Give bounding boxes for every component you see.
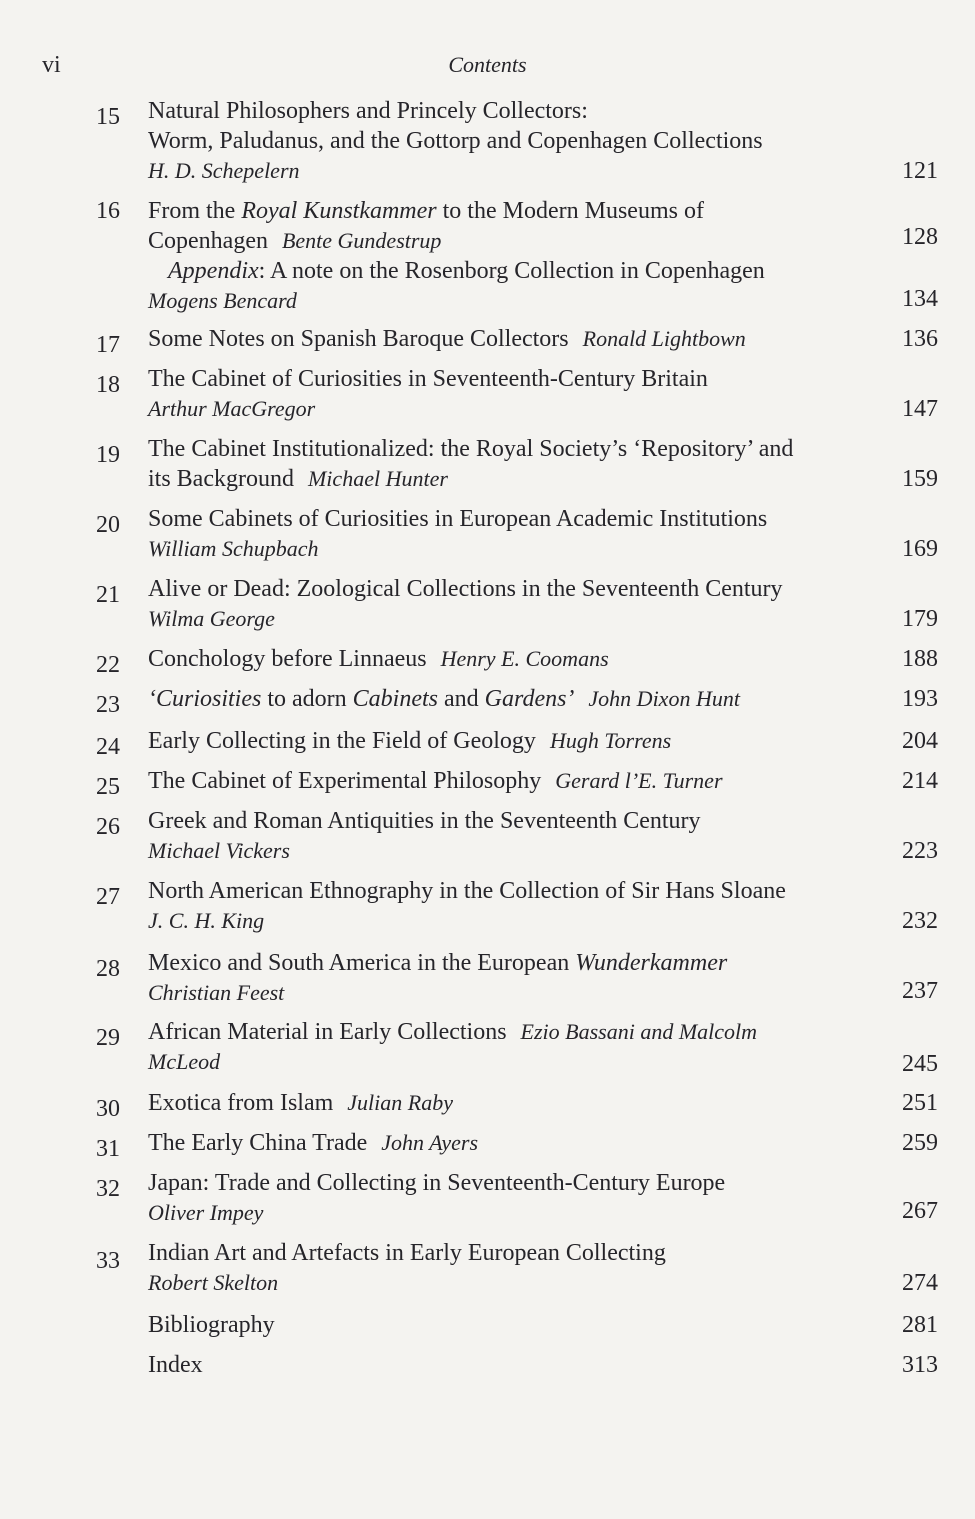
chapter-author: Hugh Torrens xyxy=(549,728,672,753)
chapter-title: Alive or Dead: Zoological Collections in the Seventeenth Century xyxy=(148,576,783,602)
chapter-title-line-2: Copenhagen Bente Gundestrup xyxy=(148,228,442,254)
chapter-author: Robert Skelton xyxy=(148,1270,279,1295)
chapter-title: The Cabinet of Experimental Philosophy Gerard l’E. Turner xyxy=(148,768,723,794)
chapter-title: Japan: Trade and Collecting in Seventeenth-Century Europe xyxy=(148,1170,726,1196)
chapter-number: 21 xyxy=(96,582,120,608)
chapter-author: H. D. Schepelern xyxy=(148,158,300,183)
chapter-author: Ezio Bassani and Malcolm xyxy=(520,1019,758,1044)
chapter-number: 31 xyxy=(96,1136,120,1162)
chapter-number: 22 xyxy=(96,652,120,678)
chapter-author: J. C. H. King xyxy=(148,908,265,933)
appendix-page-ref: 134 xyxy=(902,286,938,312)
chapter-author: Henry E. Coomans xyxy=(440,646,609,671)
chapter-title: African Material in Early Collections Ezio Bassani and Malcolm xyxy=(148,1019,758,1045)
chapter-author: William Schupbach xyxy=(148,536,319,561)
chapter-title-line-2: Worm, Paludanus, and the Gottorp and Copenhagen Collections xyxy=(148,128,763,154)
chapter-title: Early Collecting in the Field of Geology Hugh Torrens xyxy=(148,728,672,754)
chapter-author: Oliver Impey xyxy=(148,1200,264,1225)
page-ref: 204 xyxy=(902,728,938,754)
page-ref: 281 xyxy=(902,1312,938,1338)
section-title: Bibliography xyxy=(148,1312,275,1338)
page-ref: 223 xyxy=(902,838,938,864)
page-ref: 259 xyxy=(902,1130,938,1156)
page-ref: 169 xyxy=(902,536,938,562)
chapter-number: 27 xyxy=(96,884,120,910)
chapter-title: Some Notes on Spanish Baroque Collectors Ronald Lightbown xyxy=(148,326,746,352)
chapter-author: Gerard l’E. Turner xyxy=(555,768,723,793)
chapter-number: 26 xyxy=(96,814,120,840)
page-ref: 251 xyxy=(902,1090,938,1116)
chapter-title: Mexico and South America in the European Wunderkammer xyxy=(148,950,728,976)
page-ref: 237 xyxy=(902,978,938,1004)
page-number: vi xyxy=(42,52,61,78)
chapter-number: 20 xyxy=(96,512,120,538)
page-ref: 267 xyxy=(902,1198,938,1224)
page-ref: 128 xyxy=(902,224,938,250)
page-ref: 188 xyxy=(902,646,938,672)
chapter-number: 18 xyxy=(96,372,120,398)
chapter-title: Greek and Roman Antiquities in the Seventeenth Century xyxy=(148,808,701,834)
chapter-author: Michael Hunter xyxy=(307,466,448,491)
chapter-title: The Early China Trade John Ayers xyxy=(148,1130,479,1156)
chapter-author-cont: McLeod xyxy=(148,1049,221,1074)
chapter-author: Arthur MacGregor xyxy=(148,396,316,421)
chapter-title: North American Ethnography in the Collection of Sir Hans Sloane xyxy=(148,878,786,904)
chapter-number: 19 xyxy=(96,442,120,468)
chapter-title-line-2: its Background Michael Hunter xyxy=(148,466,448,492)
page-ref: 245 xyxy=(902,1051,938,1077)
chapter-title-line-1: The Cabinet Institutionalized: the Royal Society’s ‘Repository’ and xyxy=(148,436,794,462)
chapter-title-line-1: Natural Philosophers and Princely Collectors: xyxy=(148,98,588,124)
chapter-author: Wilma George xyxy=(148,606,275,631)
running-head: Contents xyxy=(448,52,527,77)
page-ref: 121 xyxy=(902,158,938,184)
chapter-number: 17 xyxy=(96,332,120,358)
appendix-author: Mogens Bencard xyxy=(148,288,297,313)
page-ref: 274 xyxy=(902,1270,938,1296)
chapter-number: 32 xyxy=(96,1176,120,1202)
chapter-author: Bente Gundestrup xyxy=(281,228,442,253)
page-ref: 159 xyxy=(902,466,938,492)
appendix-title: Appendix: A note on the Rosenborg Collection in Copenhagen xyxy=(168,258,765,284)
chapter-author: Julian Raby xyxy=(347,1090,453,1115)
chapter-title-line-1: From the Royal Kunstkammer to the Modern Museums of xyxy=(148,198,704,224)
chapter-title: ‘Curiosities to adorn Cabinets and Gardens’ John Dixon Hunt xyxy=(148,686,740,712)
page-ref: 313 xyxy=(902,1352,938,1378)
chapter-author: Michael Vickers xyxy=(148,838,290,863)
chapter-number: 25 xyxy=(96,774,120,800)
section-title: Index xyxy=(148,1352,203,1378)
chapter-number: 15 xyxy=(96,104,120,130)
page-ref: 179 xyxy=(902,606,938,632)
chapter-number: 30 xyxy=(96,1096,120,1122)
chapter-author: Ronald Lightbown xyxy=(582,326,746,351)
chapter-number: 24 xyxy=(96,734,120,760)
chapter-author: John Dixon Hunt xyxy=(588,686,740,711)
chapter-number: 33 xyxy=(96,1248,120,1274)
page-ref: 147 xyxy=(902,396,938,422)
chapter-title: Conchology before Linnaeus Henry E. Coomans xyxy=(148,646,609,672)
chapter-number: 28 xyxy=(96,956,120,982)
chapter-number: 16 xyxy=(96,198,120,224)
chapter-number: 29 xyxy=(96,1025,120,1051)
page-ref: 136 xyxy=(902,326,938,352)
chapter-number: 23 xyxy=(96,692,120,718)
chapter-title: Indian Art and Artefacts in Early European Collecting xyxy=(148,1240,666,1266)
chapter-author: John Ayers xyxy=(381,1130,479,1155)
chapter-author: Christian Feest xyxy=(148,980,285,1005)
page-ref: 214 xyxy=(902,768,938,794)
chapter-title: The Cabinet of Curiosities in Seventeenth-Century Britain xyxy=(148,366,708,392)
chapter-title: Exotica from Islam Julian Raby xyxy=(148,1090,453,1116)
page-ref: 232 xyxy=(902,908,938,934)
page-ref: 193 xyxy=(902,686,938,712)
chapter-title: Some Cabinets of Curiosities in European Academic Institutions xyxy=(148,506,768,532)
